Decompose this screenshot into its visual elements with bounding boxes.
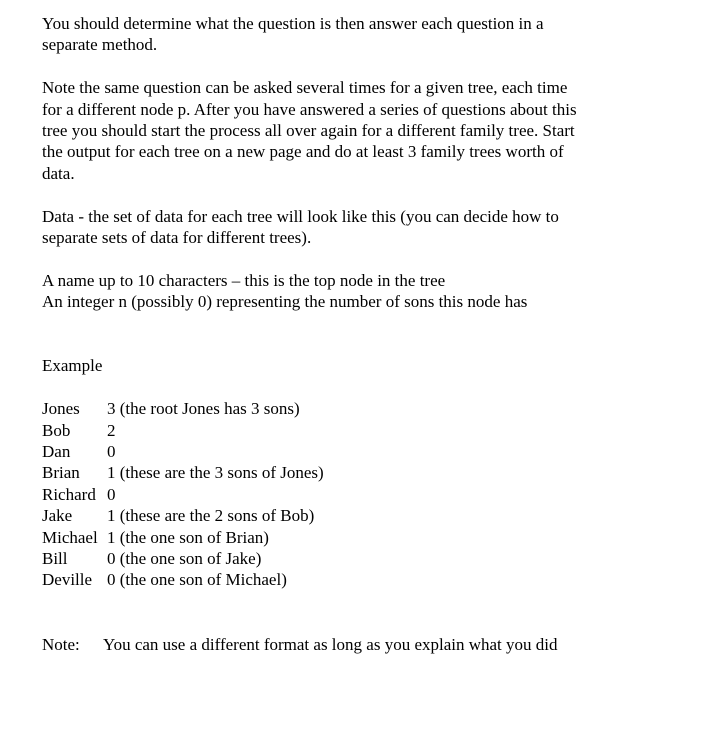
- format-description: [42, 270, 712, 313]
- example-name: Bob: [42, 420, 71, 440]
- example-value: 1 (these are the 3 sons of Jones): [107, 463, 324, 483]
- example-name: Deville: [42, 570, 93, 590]
- example-value: 0: [107, 484, 116, 504]
- table-row: [42, 548, 324, 569]
- example-name: Bill: [42, 549, 68, 569]
- example-name: Dan: [42, 442, 71, 462]
- spacer: [42, 313, 712, 356]
- example-heading: Example: [42, 356, 103, 376]
- format-line-integer: An integer n (possibly 0) representing the number of sons this node has: [42, 292, 528, 312]
- final-note-text: You can use a different format as long as you explain what you did: [103, 634, 558, 654]
- document-page: [42, 13, 712, 655]
- example-name: Brian: [42, 463, 80, 483]
- example-value: 1 (the one son of Brian): [107, 527, 269, 547]
- final-note: [42, 634, 712, 655]
- example-name: Jones: [42, 399, 80, 419]
- example-value: 0 (the one son of Jake): [107, 549, 262, 569]
- spacer: [42, 591, 712, 634]
- example-name: Michael: [42, 527, 98, 547]
- table-row: [42, 398, 324, 419]
- table-row: [42, 527, 324, 548]
- note-paragraph: Note the same question can be asked several times for a given tree, each time for a different node p. After you have answered a series of questions about this tree you should start the process all over again for a different family tree. Start the output for each tree on a new page and do at least 3 family trees worth of data.: [42, 78, 577, 183]
- example-value: 2: [107, 420, 116, 440]
- spacer: [42, 377, 712, 398]
- spacer: [42, 56, 712, 77]
- table-row: [42, 484, 324, 505]
- spacer: [42, 184, 712, 205]
- example-name: Richard: [42, 484, 96, 504]
- example-value: 1 (these are the 2 sons of Bob): [107, 506, 315, 526]
- table-row: [42, 420, 324, 441]
- data-paragraph: Data - the set of data for each tree will look like this (you can decide how to separate sets of data for different trees).: [42, 206, 559, 248]
- format-line-name: A name up to 10 characters – this is the top node in the tree: [42, 270, 446, 290]
- table-row: [42, 505, 324, 526]
- example-heading-block: [42, 355, 712, 376]
- final-note-label: Note:: [42, 634, 80, 654]
- example-value: 0 (the one son of Michael): [107, 570, 287, 590]
- table-row: [42, 569, 324, 590]
- example-name: Jake: [42, 506, 73, 526]
- example-value: 3 (the root Jones has 3 sons): [107, 399, 300, 419]
- example-data-table: [42, 398, 324, 591]
- spacer: [42, 248, 712, 269]
- example-value: 0: [107, 442, 116, 462]
- table-row: [42, 441, 324, 462]
- table-row: [42, 462, 324, 483]
- intro-paragraph: You should determine what the question is then answer each question in a separate method.: [42, 14, 544, 55]
